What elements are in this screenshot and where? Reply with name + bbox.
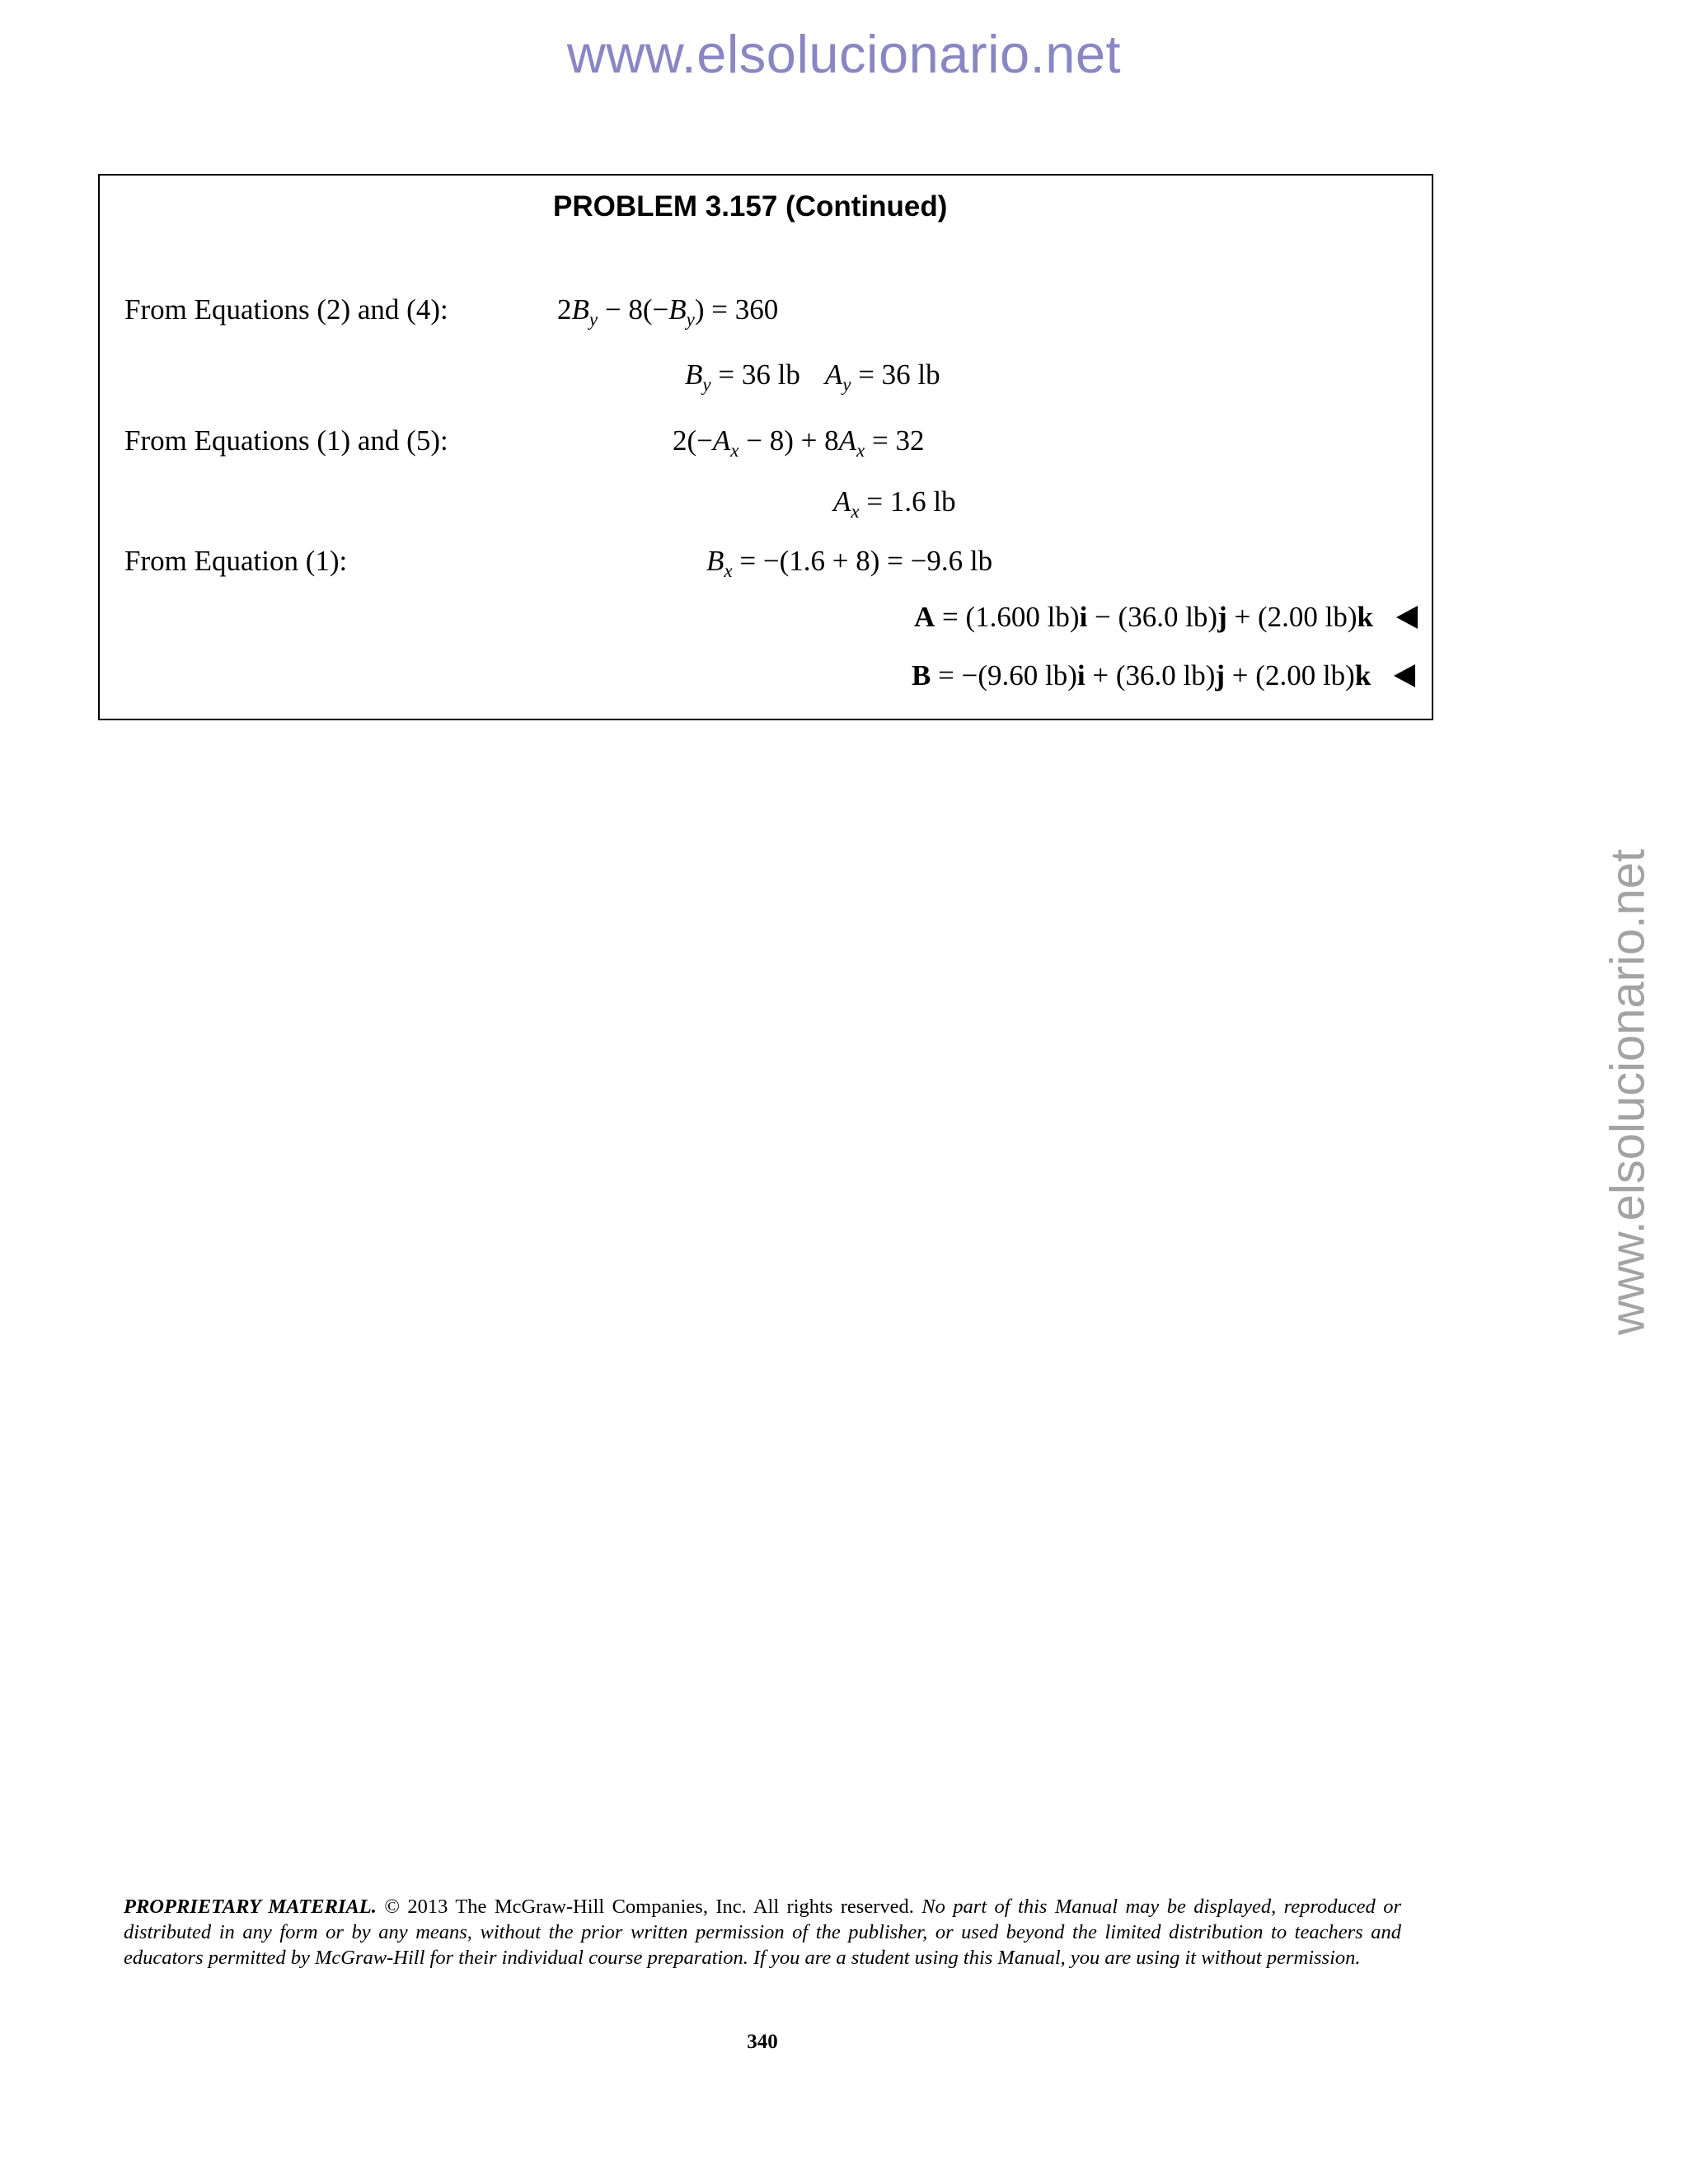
copyright-text: © 2013 The McGraw-Hill Companies, Inc. All rights reserved. [376,1896,922,1918]
equation-by-sum: $2B_y - 8(-B_y) = 360$ [557,293,779,330]
equation-ax-result: $A_x = 1.6$ lb [833,485,956,522]
permission-notice: No part of this Manual may be displayed, reproduced or distributed in any form or by any means, without the prior written permission of the publisher, or used beyond the limited distribution to teachers and educators permitted by McGraw-Hill for their individual course preparation. If you are a student using this Manual, you are using it without permission. [124,1896,1401,1969]
watermark-side: www.elsolucionario.net [1601,849,1655,1335]
watermark-top: www.elsolucionario.net [566,24,1122,84]
answer-vector-b: B = −(9.60 lb)i + (36.0 lb)j + (2.00 lb)k [912,659,1415,692]
answer-marker-icon [1396,606,1418,629]
step-label-equation-1: From Equation (1): [124,545,348,577]
page-number: 340 [747,2031,778,2053]
equation-by-ay-result: $B_y = 36$ lb $A_y = 36$ lb [685,359,940,395]
answer-vector-a: A = (1.600 lb)i − (36.0 lb)j + (2.00 lb)k [914,601,1418,634]
equation-ax-sum: $2(-A_x - 8) + 8A_x = 32$ [673,424,925,461]
proprietary-notice [124,1894,1401,1971]
step-label-equations-1-5: From Equations (1) and (5): [124,424,448,457]
problem-title: PROBLEM 3.157 (Continued) [553,190,948,223]
step-label-equations-2-4: From Equations (2) and (4): [124,293,448,326]
proprietary-lead: PROPRIETARY MATERIAL. [124,1896,377,1918]
answer-marker-icon [1394,664,1415,687]
problem-box [98,174,1433,720]
equation-bx-result: $B_x = -(1.6 + 8) = -9.6$ lb [706,545,993,581]
